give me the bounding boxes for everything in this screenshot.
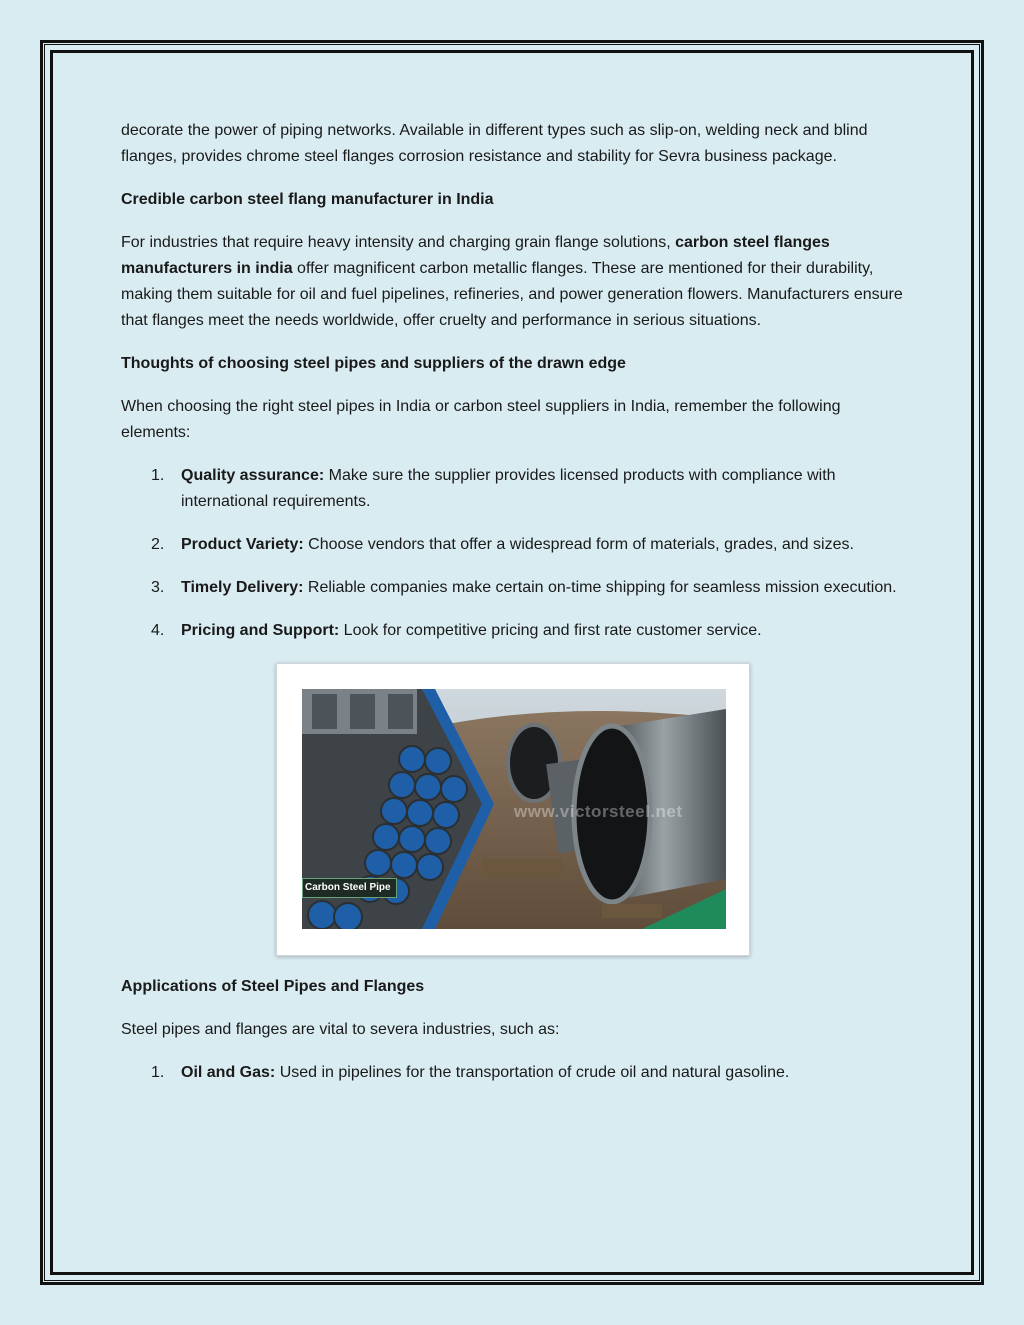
list-number: 2.: [151, 536, 165, 553]
list-text: Used in pipelines for the transportation of crude oil and natural gasoline.: [275, 1064, 790, 1081]
list-item: [121, 463, 911, 515]
choosing-paragraph: When choosing the right steel pipes in India or carbon steel suppliers in India, remember the following elements:: [121, 398, 841, 441]
document-body: [121, 118, 911, 1103]
section-heading-applications: Applications of Steel Pipes and Flanges: [121, 978, 425, 995]
applications-paragraph: Steel pipes and flanges are vital to severa industries, such as:: [121, 1021, 560, 1038]
list-item: [121, 575, 911, 601]
list-item: [121, 618, 911, 644]
section-heading-manufacturer: Credible carbon steel flang manufacturer in India: [121, 191, 494, 208]
list-term: Product Variety:: [181, 536, 304, 553]
image-watermark: www.victorsteel.net: [514, 802, 683, 821]
list-text: Look for competitive pricing and first rate customer service.: [339, 622, 762, 639]
manufacturer-text-end: offer magnificent carbon metallic flanges. These are mentioned for their durability, making them suitable for oil and fuel pipelines, refineries, and power generation flowers. Manufacturers ensure that flanges meet the needs worldwide, offer cruelty and performance in serious situations.: [121, 260, 903, 329]
steel-pipe-figure: [276, 663, 750, 956]
intro-paragraph: decorate the power of piping networks. Available in different types such as slip-on, welding neck and blind flanges, provides chrome steel flanges corrosion resistance and stability for Sevra business package.: [121, 122, 868, 165]
applications-list: [121, 1060, 911, 1086]
list-number: 4.: [151, 622, 165, 639]
list-term: Pricing and Support:: [181, 622, 340, 639]
manufacturer-paragraph: [121, 230, 911, 334]
list-item: [121, 1060, 911, 1086]
list-number: 3.: [151, 579, 165, 596]
steel-pipe-photo: [302, 689, 726, 929]
list-term: Quality assurance:: [181, 467, 325, 484]
list-item: [121, 532, 911, 558]
section-heading-choosing: Thoughts of choosing steel pipes and suppliers of the drawn edge: [121, 355, 626, 372]
manufacturer-text-start: For industries that require heavy intensity and charging grain flange solutions,: [121, 234, 676, 251]
list-text: Choose vendors that offer a widespread form of materials, grades, and sizes.: [303, 536, 854, 553]
list-number: 1.: [151, 1064, 165, 1081]
manufacturer-link-text: carbon steel flanges manufacturers in india: [121, 234, 830, 277]
list-text: Reliable companies make certain on-time shipping for seamless mission execution.: [303, 579, 897, 596]
choosing-criteria-list: [121, 463, 911, 644]
list-text: Make sure the supplier provides licensed products with compliance with international requirements.: [181, 467, 836, 510]
image-caption-label: Carbon Steel Pipe: [302, 878, 397, 898]
list-number: 1.: [151, 467, 165, 484]
list-term: Oil and Gas:: [181, 1064, 276, 1081]
list-term: Timely Delivery:: [181, 579, 304, 596]
